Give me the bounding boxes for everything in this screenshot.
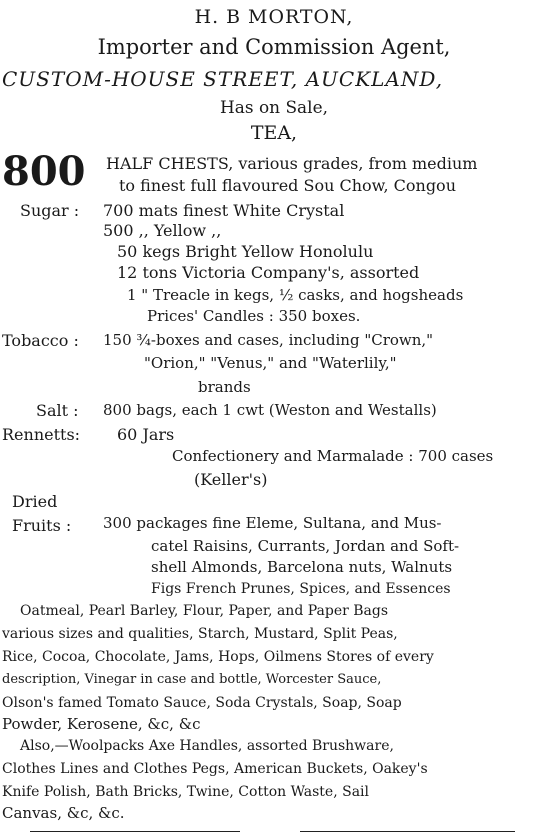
confectionery-line-1: Confectionery and Marmalade : 700 cases [172,447,494,465]
sugar-line-4: 12 tons Victoria Company's, assorted [117,263,420,282]
dried-label: Dried [12,492,58,511]
merchant-role: Importer and Commission Agent, [97,35,451,59]
bottom-rule-right [300,831,515,832]
sugar-label: Sugar : [20,201,80,220]
sugar-line-5: 1 " Treacle in kegs, ½ casks, and hogsheads [127,286,464,304]
tobacco-line-2: "Orion," "Venus," and "Waterlily," [144,354,397,372]
salt-label: Salt : [36,401,79,420]
sugar-line-1: 700 mats finest White Crystal [103,201,345,220]
tobacco-label: Tobacco : [2,331,79,350]
tobacco-line-1: 150 ¾-boxes and cases, including "Crown," [103,331,434,349]
also-line-4: Canvas, &c, &c. [2,804,125,822]
fruits-line-2: catel Raisins, Currants, Jordan and Soft- [151,537,460,555]
fruits-line-4: Figs French Prunes, Spices, and Essences [151,581,451,597]
salt-line-1: 800 bags, each 1 cwt (Weston and Westalls) [103,401,437,419]
candles-line: Prices' Candles : 350 boxes. [147,307,361,325]
misc-line-5: Olson's famed Tomato Sauce, Soda Crystals, Soap, Soap [2,695,402,711]
confectionery-line-2: (Keller's) [194,470,268,489]
fruits-label: Fruits : [12,516,72,535]
bottom-rule-left [30,831,240,832]
merchant-name: H. B MORTON, [194,6,354,28]
tea-count: 800 [2,148,86,195]
on-sale-line: Has on Sale, [220,98,328,118]
rennetts-label: Rennetts: [2,425,81,444]
fruits-line-1: 300 packages fine Eleme, Sultana, and Mus- [103,514,442,532]
fruits-line-3: shell Almonds, Barcelona nuts, Walnuts [151,558,453,576]
section-title-tea: TEA, [250,122,298,144]
misc-line-1: Oatmeal, Pearl Barley, Flour, Paper, and Paper Bags [20,603,389,619]
misc-line-3: Rice, Cocoa, Chocolate, Jams, Hops, Oilmens Stores of every [2,649,434,665]
merchant-address: CUSTOM-HOUSE STREET, AUCKLAND, [2,67,444,91]
misc-line-2: various sizes and qualities, Starch, Mustard, Split Peas, [2,626,398,642]
misc-line-6: Powder, Kerosene, &c, &c [2,715,201,733]
rennetts-line-1: 60 Jars [117,425,175,444]
also-line-1: Also,—Woolpacks Axe Handles, assorted Brushware, [20,738,394,754]
tea-line-1: HALF CHESTS, various grades, from medium [106,154,478,173]
also-line-2: Clothes Lines and Clothes Pegs, American Buckets, Oakey's [2,761,428,777]
tea-line-2: to finest full flavoured Sou Chow, Congou [119,176,456,195]
sugar-line-3: 50 kegs Bright Yellow Honolulu [117,242,374,261]
also-line-3: Knife Polish, Bath Bricks, Twine, Cotton Waste, Sail [2,784,370,800]
sugar-line-2: 500 ,, Yellow ,, [103,221,222,240]
tobacco-line-3: brands [198,378,251,396]
misc-line-4: description, Vinegar in case and bottle, Worcester Sauce, [2,672,382,687]
